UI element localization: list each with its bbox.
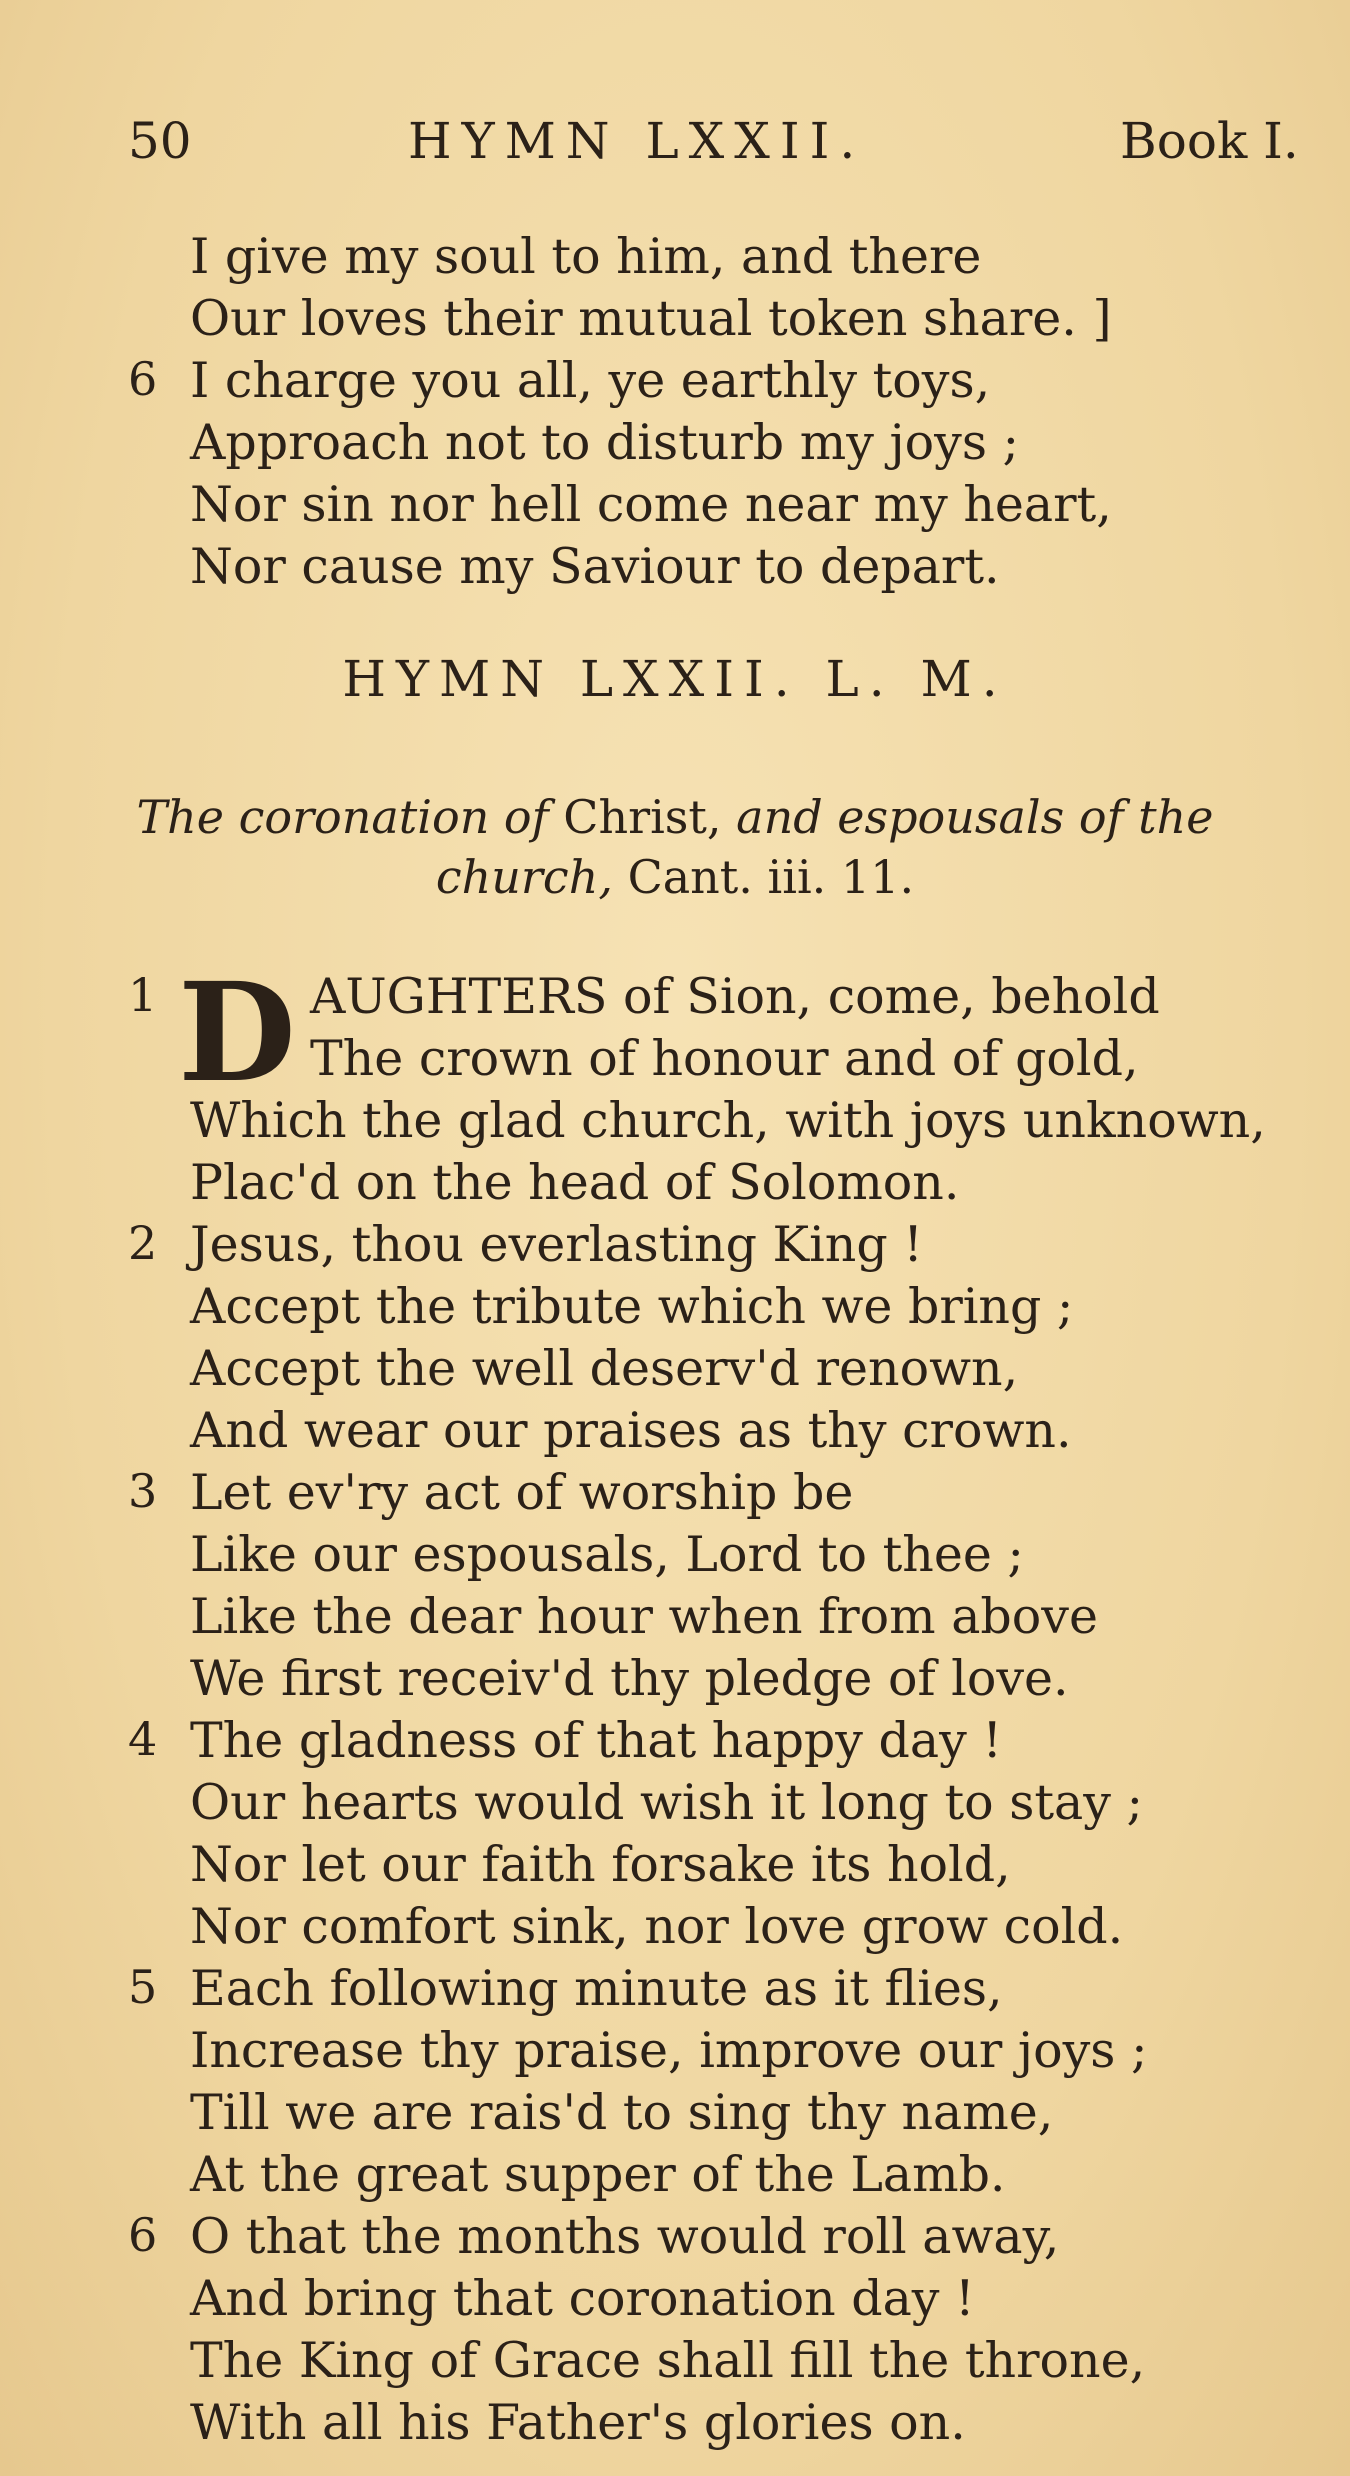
verse-line: And wear our praises as thy crown. (190, 1402, 1072, 1459)
verse-line: We first receiv'd thy pledge of love. (190, 1650, 1069, 1707)
subtitle-italic: The coronation of (136, 790, 549, 844)
verse-line: Plac'd on the head of Solomon. (190, 1154, 960, 1211)
verse-number: 3 (128, 1464, 158, 1518)
subtitle-italic: and espousals of the (736, 790, 1214, 844)
verse-line: Approach not to disturb my joys ; (190, 414, 1020, 471)
verse-line: Accept the well deserv'd renown, (190, 1340, 1019, 1397)
verse-line: I charge you all, ye earthly toys, (190, 352, 991, 409)
verse-number: 5 (128, 1960, 158, 2014)
verse-line: I give my soul to him, and there (190, 228, 982, 285)
verse-line: Our hearts would wish it long to stay ; (190, 1774, 1144, 1831)
verse-number: 2 (128, 1216, 158, 1270)
verse-line: With all his Father's glories on. (190, 2394, 966, 2451)
verse-line: Till we are rais'd to sing thy name, (190, 2084, 1054, 2141)
verse-line: Like the dear hour when from above (190, 1588, 1098, 1645)
verse-number: 6 (128, 352, 158, 406)
verse-line: The crown of honour and of gold, (310, 1030, 1139, 1087)
verse-line: Like our espousals, Lord to thee ; (190, 1526, 1024, 1583)
subtitle-italic: church, (435, 850, 613, 904)
verse-line: AUGHTERS of Sion, come, behold (310, 968, 1160, 1025)
verse-line: O that the months would roll away, (190, 2208, 1060, 2265)
verse-line: The gladness of that happy day ! (190, 1712, 1003, 1769)
verse-number: 6 (128, 2208, 158, 2262)
verse-line: Our loves their mutual token share. ] (190, 290, 1112, 347)
verse-line: Nor comfort sink, nor love grow cold. (190, 1898, 1124, 1955)
verse-line: Nor cause my Saviour to depart. (190, 538, 1000, 595)
page-number: 50 (128, 112, 192, 170)
verse-number: 1 (128, 968, 158, 1022)
book-label: Book I. (1120, 112, 1299, 170)
subtitle-reference: Cant. iii. 11. (627, 850, 915, 904)
verse-line: Let ev'ry act of worship be (190, 1464, 854, 1521)
verse-line: Increase thy praise, improve our joys ; (190, 2022, 1148, 2079)
verse-line: The King of Grace shall fill the throne, (190, 2332, 1146, 2389)
hymn-subtitle (0, 790, 1350, 844)
running-title: HYMN LXXII. (408, 112, 866, 170)
verse-number: 4 (128, 1712, 158, 1766)
verse-line: Nor let our faith forsake its hold, (190, 1836, 1011, 1893)
subtitle-roman: Christ, (563, 790, 722, 844)
hymn-subtitle-line2 (0, 850, 1350, 904)
verse-line: And bring that coronation day ! (190, 2270, 975, 2327)
verse-line: Nor sin nor hell come near my heart, (190, 476, 1112, 533)
hymn-title: HYMN LXXII. L. M. (342, 650, 1008, 708)
drop-cap: D (178, 953, 296, 1113)
verse-line: At the great supper of the Lamb. (190, 2146, 1006, 2203)
verse-line: Which the glad church, with joys unknown, (190, 1092, 1266, 1149)
verse-line: Jesus, thou everlasting King ! (190, 1216, 923, 1273)
page-header (0, 112, 1350, 182)
verse-line: Accept the tribute which we bring ; (190, 1278, 1074, 1335)
verse-line: Each following minute as it flies, (190, 1960, 1003, 2017)
